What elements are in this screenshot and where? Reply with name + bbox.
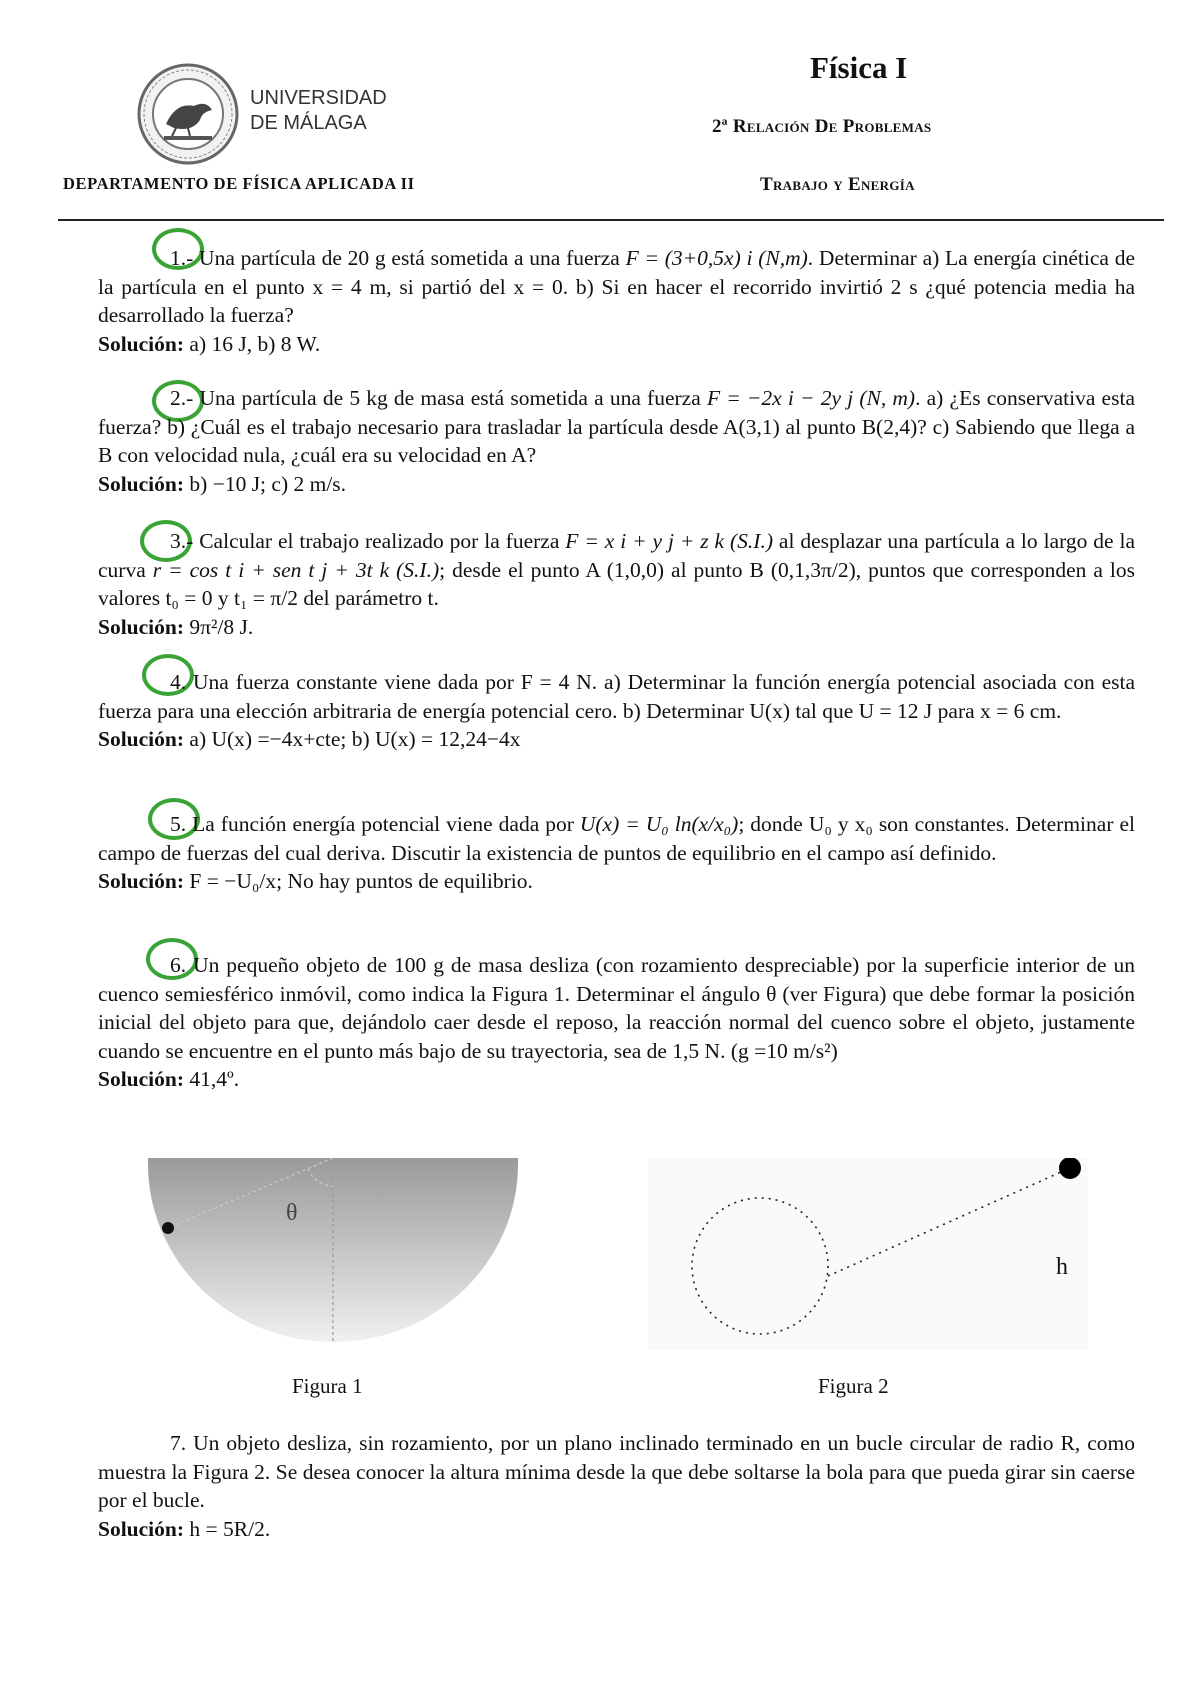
- solution-text: b) −10 J; c) 2 m/s.: [184, 471, 347, 496]
- solution-label: Solución:: [98, 869, 185, 893]
- problem-6: [98, 951, 1135, 1094]
- solution-text: 9π²/8 J.: [184, 614, 254, 639]
- university-seal-logo: [136, 62, 240, 166]
- university-name: [250, 86, 387, 136]
- topic-title: Trabajo y Energía: [760, 174, 915, 195]
- problem-text: . Determinar a) La energía cinética de la partícula en el punto x = 4 m, si partió del x = 0. b) Si en hacer el recorrido invirtió 2 s ¿qué potencia media ha desarrollado la fuerza?: [98, 246, 1136, 327]
- problem-formula: F = −2x i − 2y j (N, m): [706, 386, 916, 410]
- problem-number: 3.-: [170, 529, 194, 553]
- solution-label: Solución:: [98, 1516, 185, 1541]
- height-label: h: [1056, 1254, 1068, 1280]
- solution-text: a) 16 J, b) 8 W.: [184, 331, 321, 356]
- problem-number: 7.: [170, 1431, 187, 1455]
- course-title: Física I: [810, 50, 908, 85]
- problem-7: [98, 1429, 1135, 1543]
- problem-1: [98, 244, 1135, 358]
- problem-text: Una fuerza constante viene dada por F = 4 N. a) Determinar la función energía potencial asociada con esta fuerza para una elección arbitraria de energía potencial cero. b) Determinar U(x) tal que U = 12 J para x = 6 cm.: [98, 670, 1135, 723]
- solution-text: F = −U₀/x; No hay puntos de equilibrio.: [184, 869, 533, 893]
- problem-number: 4.: [170, 670, 187, 694]
- object-ball: [162, 1222, 174, 1234]
- problem-text: ; donde U₀ y x₀ son constantes. Determinar el campo de fuerzas del cual deriva. Discutir la existencia de puntos de equilibrio en el campo así definido.: [98, 812, 1135, 865]
- solution-text: h = 5R/2.: [184, 1516, 271, 1541]
- solution-text: 41,4º.: [184, 1067, 240, 1091]
- solution-label: Solución:: [98, 471, 185, 496]
- problem-text: La función energía potencial viene dada por: [186, 812, 580, 836]
- problem-text: Un objeto desliza, sin rozamiento, por un plano inclinado terminado en un bucle circular de radio R, como muestra la Figura 2. Se desea conocer la altura mínima desde la que debe soltarse la bola para que pueda girar sin caerse por el bucle.: [98, 1431, 1135, 1512]
- problem-5: [98, 810, 1135, 896]
- solution-label: Solución:: [98, 614, 185, 639]
- problem-text: Calcular el trabajo realizado por la fuerza: [193, 529, 566, 553]
- problem-number: 6.: [170, 953, 187, 977]
- university-name-line2: DE MÁLAGA: [250, 112, 367, 134]
- problem-formula: U(x) = U₀ ln(x/x₀): [579, 812, 739, 836]
- solution-label: Solución:: [98, 1067, 185, 1091]
- ball: [1059, 1158, 1081, 1179]
- problem-number: 5.: [170, 812, 187, 836]
- header-divider: [58, 219, 1164, 221]
- problem-number: 1.-: [170, 246, 194, 270]
- theta-label: θ: [286, 1200, 298, 1226]
- relacion-title: 2ª Relación De Problemas: [712, 116, 932, 137]
- problem-formula: F = x i + y j + z k (S.I.): [565, 529, 773, 553]
- problem-text: Una partícula de 5 kg de masa está sometida a una fuerza: [193, 386, 707, 410]
- figure-1-bowl-diagram: [148, 1158, 518, 1344]
- problem-text: ; desde el punto A (1,0,0) al punto B (0,1,3π/2), puntos que corresponden a los valores t₀ = 0 y t₁ = π/2 del parámetro t.: [98, 557, 1135, 610]
- problem-number: 2.-: [170, 386, 194, 410]
- problem-text: Un pequeño objeto de 100 g de masa desliza (con rozamiento despreciable) por la superficie interior de un cuenco semiesférico inmóvil, como indica la Figura 1. Determinar el ángulo θ (ver Figura) que debe formar la posición inicial del objeto para que, dejándolo caer desde el reposo, la reacción normal del cuenco sobre el objeto, justamente cuando se encuentre en el punto más bajo de su trayectoria, sea de 1,5 N. (g =10 m/s²): [98, 953, 1135, 1063]
- problem-formula: r = cos t i + sen t j + 3t k (S.I.): [152, 557, 440, 582]
- solution-label: Solución:: [98, 727, 185, 751]
- problem-4: [98, 668, 1135, 754]
- department-name: DEPARTAMENTO DE FÍSICA APLICADA II: [63, 174, 415, 193]
- problem-text: Una partícula de 20 g está sometida a una fuerza: [193, 246, 626, 270]
- solution-text: a) U(x) =−4x+cte; b) U(x) = 12,24−4x: [184, 727, 521, 751]
- problem-text: al desplazar una partícula a lo largo de la curva: [98, 529, 1135, 582]
- problem-2: [98, 384, 1135, 498]
- figure-2-loop-diagram: [648, 1158, 1088, 1350]
- university-name-line1: UNIVERSIDAD: [250, 87, 387, 109]
- problem-3: [98, 527, 1135, 641]
- figure-2-caption: Figura 2: [818, 1374, 889, 1398]
- figure-1-caption: Figura 1: [292, 1374, 363, 1398]
- problem-formula: F = (3+0,5x) i (N,m): [625, 246, 808, 270]
- solution-label: Solución:: [98, 331, 185, 356]
- problem-text: . a) ¿Es conservativa esta fuerza? b) ¿Cuál es el trabajo necesario para trasladar la partícula desde A(3,1) al punto B(2,4)? c) Sabiendo que llega a B con velocidad nula, ¿cuál era su velocidad en A?: [98, 386, 1135, 467]
